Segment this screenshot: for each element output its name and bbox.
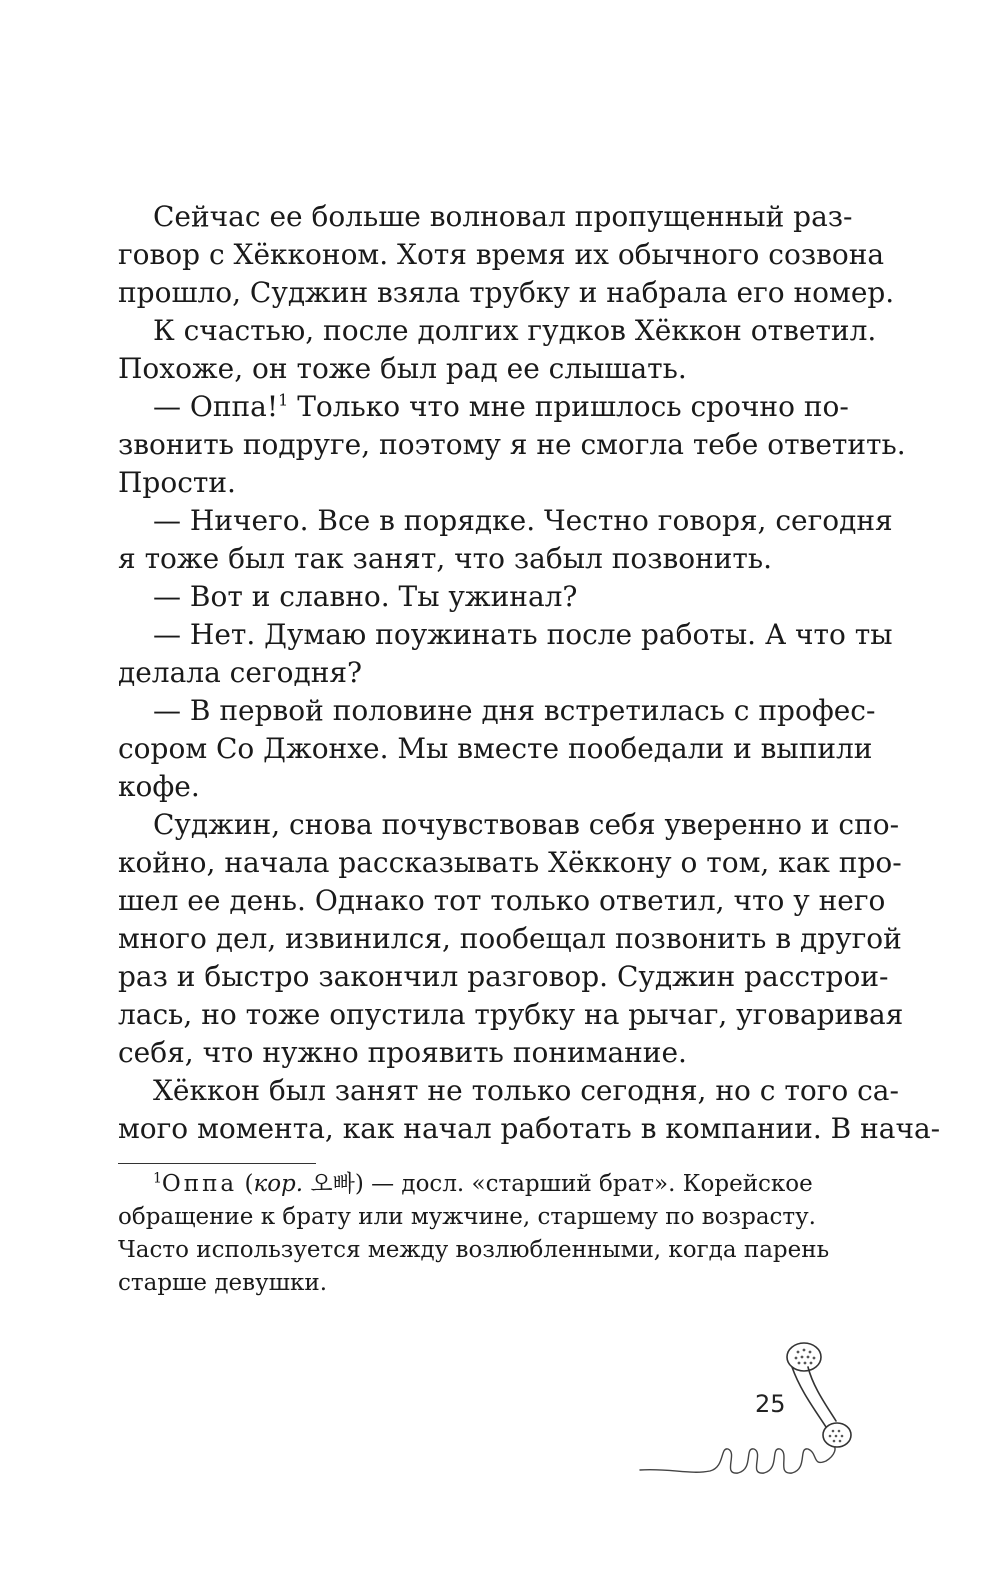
text-line: кофе. [118,770,200,803]
text-line: раз и быстро закончил разговор. Суджин расстрои- [118,960,889,993]
footnote-line: Часто используется между возлюбленными, когда парень [118,1237,830,1263]
text-line: Хёккон был занят не только сегодня, но с того са- [153,1074,899,1107]
text-line: говор с Хёкконом. Хотя время их обычного созвона [118,238,885,271]
text-line: я тоже был так занят, что забыл позвонить. [118,542,773,575]
text-line [153,388,849,426]
text-line: Похоже, он тоже был рад ее слышать. [118,352,687,385]
footnote-lang: кор. [253,1171,304,1197]
footnote-number: 1 [153,1170,162,1187]
text-line: Сейчас ее больше волновал пропущенный раз- [153,200,853,233]
text-line: — Вот и славно. Ты ужинал? [153,580,578,613]
text-line: звонить подруге, поэтому я не смогла тебе ответить. [118,428,906,461]
text-line: много дел, извинился, пообещал позвонить в другой [118,922,902,955]
text-line: шел ее день. Однако тот только ответил, что у него [118,884,886,917]
page-number: 25 [755,1390,786,1418]
telephone-handset-icon [630,1335,880,1495]
text-line: мого момента, как начал работать в компании. В нача- [118,1112,941,1145]
text-line: лась, но тоже опустила трубку на рычаг, уговаривая [118,998,904,1031]
text-line: — Нет. Думаю поужинать после работы. А что ты [153,618,893,651]
text-line: К счастью, после долгих гудков Хёккон ответил. [153,314,877,347]
text-line: Суджин, снова почувствовав себя уверенно и спо- [153,808,900,841]
footnote-marker: 1 [278,390,289,410]
footnote-line: старше девушки. [118,1270,327,1296]
footnote-definition: ) — досл. «старший брат». Корейское [354,1171,813,1197]
footnote-line: обращение к брату или мужчине, старшему по возрасту. [118,1204,816,1230]
text-line: делала сегодня? [118,656,363,689]
dialogue-rest: Только что мне пришлось срочно по- [288,390,849,423]
footnote-korean: 오빠 [303,1171,355,1197]
text-line: Прости. [118,466,236,499]
footnote-line [153,1168,813,1201]
dialogue-start: — Оппа! [153,390,279,423]
text-line: сором Со Джонхе. Мы вместе пообедали и выпили [118,732,873,765]
footnote-term: Оппа [161,1171,238,1197]
text-line: — Ничего. Все в порядке. Честно говоря, сегодня [153,504,893,537]
text-line: себя, что нужно проявить понимание. [118,1036,687,1069]
footnote-separator [118,1163,316,1164]
text-line: — В первой половине дня встретилась с профес- [153,694,876,727]
text-line: койно, начала рассказывать Хёккону о том, как про- [118,846,902,879]
text-line: прошло, Суджин взяла трубку и набрала его номер. [118,276,895,309]
footnote-paren: ( [237,1171,254,1197]
